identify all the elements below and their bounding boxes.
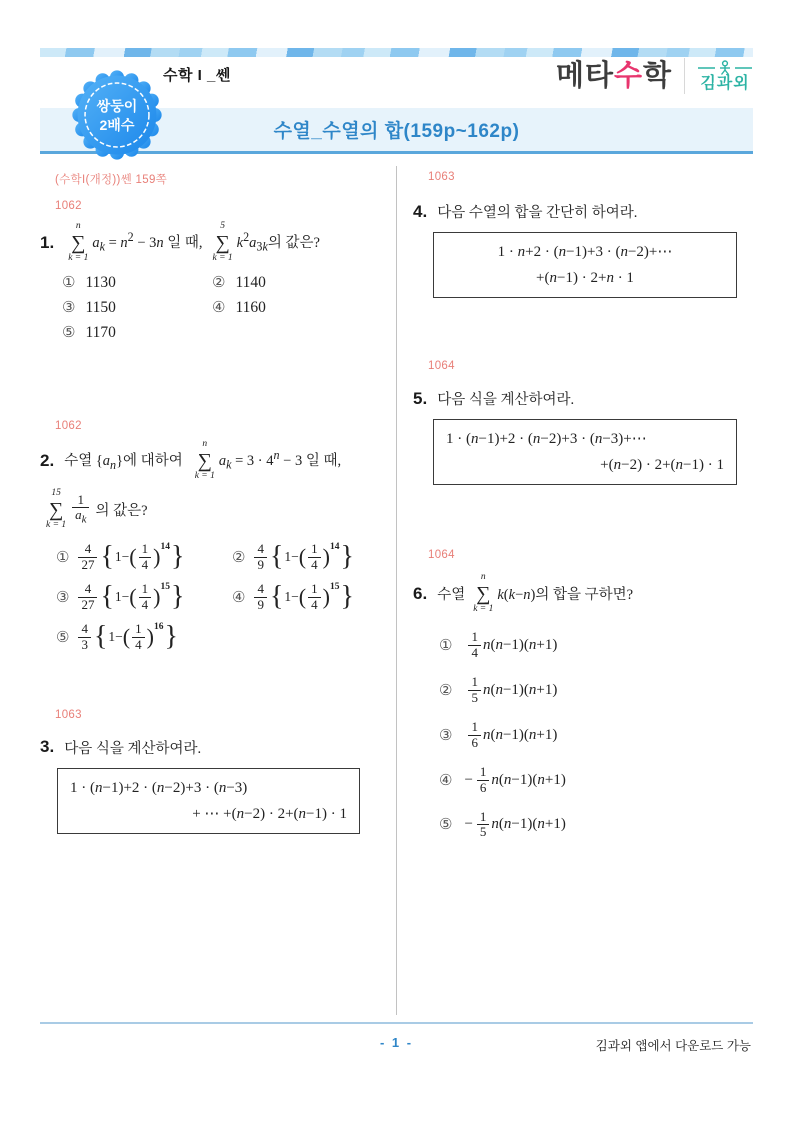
brand-logo [556,58,753,94]
problem2-lead: 수열 $\{a_n\}$에 대하여 [64,452,183,472]
logo-part2: 수 [613,59,643,92]
inner-text: 1− [114,589,130,605]
logo-divider [684,58,685,94]
exponent: 15 [329,581,340,592]
brace-open: { [93,621,108,653]
paren-open: ( [298,544,307,570]
problem3-statement [40,737,386,758]
problem1-statement [40,222,386,263]
fraction-numerator: 4 [257,580,264,596]
coefficient-fraction [254,542,267,573]
sigma-symbol: ∑ [71,231,86,254]
brace-close: } [170,541,185,573]
fraction-numerator: 1 [141,580,149,596]
footer-rule [40,1022,753,1024]
fraction-denominator: 4 [308,557,321,573]
column-divider [396,166,397,1015]
fraction-numerator: 1 [135,620,142,636]
subject-label: 수학 I _쎈 [163,67,231,84]
choice-option [232,582,386,613]
choice-value: 1150 [85,298,116,316]
problem4-code: 1063 [428,171,455,183]
fraction-denominator: 4 [139,597,152,613]
fraction-denominator: 4 [308,597,321,613]
choice-label: ② [439,682,453,699]
fraction-denominator: 5 [477,824,490,840]
choice-option [212,273,362,292]
problem2-choices [56,542,386,653]
choice-option [56,582,232,613]
exponent: 16 [153,621,164,632]
problem5-expression-box [433,419,737,485]
sigma-notation [473,573,493,614]
problem3-number: 3. [40,737,55,757]
paren-close: ) [153,544,161,570]
choice-label: ④ [439,772,453,789]
sum-upper: 15 [51,488,61,498]
fraction [468,630,481,661]
problem2-tail: 의 값은? [95,503,148,519]
sum-lower: k = 1 [46,519,67,530]
brace-open: { [100,541,114,573]
problem6-code: 1064 [428,549,455,561]
inner-text: 1− [284,549,299,565]
paren-open: ( [129,544,137,570]
inner-fraction [308,542,321,573]
choice-expression: n(n−1)(n+1) [491,816,566,833]
choice-option [232,542,386,573]
choice-label: ③ [62,300,76,316]
problem4-expression-box [433,232,737,298]
problem4-number: 4. [413,201,428,221]
box-line: 1 · n+2 · (n−1)+3 · (n−2)+⋯ [497,244,673,260]
fraction-numerator: 1 [471,629,478,644]
problem1-expr2: $k^2a_{3k}$의 값은? [236,230,320,254]
choice-label: ⑤ [62,325,76,341]
choice-label: ④ [212,300,226,316]
logo-part3: 학 [642,59,672,92]
choice-label: ⑤ [439,817,453,834]
fraction-denominator: 6 [468,735,481,751]
box-line: +(n−2) · 2+(n−1) · 1 [600,457,724,473]
brace-close: } [170,581,185,613]
problem1-expr1: $a_k = n^2 - 3n$ 일 때, [92,230,203,254]
inner-fraction [132,622,145,653]
metamath-logotype [555,59,672,92]
badge-text-line1: 쌍둥이 [96,98,138,115]
fraction-numerator: 1 [311,580,318,596]
choice-option [439,720,753,751]
sum-lower: k = 1 [194,470,215,481]
brace-open: { [269,541,284,573]
coefficient-fraction [254,582,267,613]
problem2-expr1: $a_k = 3 \cdot 4^n - 3$ 일 때, [218,448,342,472]
paren-close: ) [153,584,161,610]
fraction-denominator: 9 [254,597,267,613]
fraction-numerator: 1 [479,808,487,824]
page-number: - 1 - [379,1035,414,1050]
brace-open: { [100,581,114,613]
twin-badge [70,68,164,162]
exponent: 15 [160,581,170,592]
fraction-numerator: 1 [77,491,85,507]
fraction [468,720,481,751]
coefficient-fraction [78,622,91,653]
inner-text: 1− [114,549,130,565]
choice-label: ③ [56,589,70,606]
choice-expression: n(n−1)(n+1) [482,681,558,698]
fraction-denominator: 6 [477,780,490,796]
fraction-numerator: 4 [84,580,92,596]
paren-close: ) [322,544,330,570]
problem6-expr: k(k−n)의 합을 구하면? [497,587,634,603]
choice-label: ② [212,275,226,291]
fraction [477,810,490,841]
box-line: 1 · (n−1)+2 · (n−2)+3 · (n−3) [70,779,248,796]
source-reference: (수학I(개정))쎈 159쪽 [55,174,168,186]
choice-option [439,810,753,841]
badge-text-line2: 2배수 [99,117,135,134]
kimgwaoe-label: 김과외 [700,74,750,92]
choice-option [62,273,212,292]
choice-value: 1130 [85,273,116,291]
problem3-code: 1063 [55,708,82,721]
choice-expression: n(n−1)(n+1) [482,636,558,653]
sigma-symbol: ∑ [48,498,64,521]
coefficient-fraction [78,582,97,613]
choice-option [56,542,232,573]
inner-fraction [139,582,152,613]
inner-fraction [139,542,152,573]
sigma-notation [213,222,233,263]
sigma-symbol: ∑ [215,231,230,254]
fraction-denominator: 9 [254,557,267,573]
problem5-prompt: 다음 식을 계산하여라. [437,392,575,408]
page-title: 수열_수열의 합(159p~162p) [273,121,520,142]
inner-text: 1− [284,589,299,605]
choice-option [62,323,212,342]
choice-expression: n(n−1)(n+1) [491,771,566,788]
choice-option [439,630,753,661]
brace-open: { [269,581,284,613]
fraction-numerator: 1 [471,718,478,734]
fraction-denominator: 5 [468,690,481,706]
choice-option [56,622,232,653]
problem2-number: 2. [40,450,55,470]
sum-upper: 5 [220,221,225,231]
problem1-code: 1062 [55,200,82,212]
choice-expression: n(n−1)(n+1) [482,726,558,743]
problem1-choices [62,273,386,342]
exponent: 14 [329,542,340,552]
choice-label: ③ [439,727,453,744]
sigma-notation [46,489,66,530]
sum-lower: k = 1 [68,252,89,263]
problem6-statement [413,573,753,614]
fraction-denominator: 4 [139,557,152,573]
decor-mosaic-strip [40,48,753,57]
problem2-statement-line1 [40,440,386,481]
left-column [40,165,386,834]
problem6-choices [439,630,753,840]
choice-option [212,298,362,317]
choice-label: ① [56,549,70,566]
fraction-numerator: 1 [141,541,149,556]
problem6-lead: 수열 [437,587,466,603]
choice-label: ④ [232,589,246,606]
paren-close: ) [322,584,330,610]
problem4-statement [413,201,753,222]
fraction [468,675,481,706]
fraction-numerator: 4 [257,541,264,556]
brace-close: } [164,621,178,653]
sign: − [464,771,473,788]
inner-fraction [308,582,321,613]
fraction-numerator: 1 [471,673,478,689]
choice-option [439,765,753,796]
box-line: +(n−1) · 2+n · 1 [536,270,634,286]
sigma-symbol: ∑ [476,582,491,605]
choice-label: ① [62,275,76,291]
fraction-denominator: 27 [78,557,97,573]
fraction-denominator: 3 [78,637,91,653]
choice-value: 1170 [85,323,116,341]
fraction-numerator: 4 [84,541,92,556]
fraction-numerator: 1 [311,541,318,556]
problem5-statement [413,388,753,409]
fraction-denominator: $a_k$ [72,507,89,526]
brace-close: } [340,541,354,573]
problem3-expression-box [57,768,360,834]
sum-upper: n [480,572,486,582]
kimgwaoe-logo [697,60,753,93]
choice-value: 1140 [235,273,266,291]
box-line: + ⋯ +(n−2) · 2+(n−1) · 1 [192,805,347,822]
sum-lower: k = 1 [473,603,494,614]
fraction [72,493,89,527]
paren-close: ) [146,624,154,650]
problem2-code: 1062 [55,420,82,432]
fraction-denominator: 4 [468,645,481,661]
problem6-number: 6. [413,583,428,603]
coefficient-fraction [78,542,97,573]
fraction-denominator: 4 [132,637,145,653]
person-icon [697,60,753,75]
choice-label: ② [232,549,246,566]
problem3-prompt: 다음 식을 계산하여라. [64,740,202,757]
sigma-symbol: ∑ [197,449,212,472]
paren-open: ( [129,584,137,610]
fraction-denominator: 27 [78,597,97,613]
footer-note: 김과외 앱에서 다운로드 가능 [595,1039,751,1053]
problem2-statement-line2 [42,489,386,530]
problem5-code: 1064 [428,360,455,372]
choice-option [439,675,753,706]
problem4-prompt: 다음 수열의 합을 간단히 하여라. [437,205,638,221]
problem1-number: 1. [40,232,55,252]
sum-lower: k = 1 [212,252,233,263]
choice-option [62,298,212,317]
exponent: 14 [160,542,170,552]
fraction [477,765,490,796]
right-column [413,165,753,840]
inner-text: 1− [108,629,123,645]
paren-open: ( [298,584,307,610]
fraction-numerator: 4 [81,620,88,636]
fraction-numerator: 1 [479,763,487,779]
choice-label: ⑤ [56,629,70,646]
sum-upper: n [202,439,208,449]
box-line: 1 · (n−1)+2 · (n−2)+3 · (n−3)+⋯ [446,431,647,447]
brace-close: } [340,581,354,613]
paren-open: ( [122,624,131,650]
choice-value: 1160 [235,298,266,316]
sigma-notation [68,222,88,263]
sigma-notation [195,440,215,481]
sign: − [464,816,473,833]
problem5-number: 5. [413,388,428,408]
choice-label: ① [439,637,453,654]
logo-part1: 메타 [555,59,614,92]
sum-upper: n [75,221,81,231]
